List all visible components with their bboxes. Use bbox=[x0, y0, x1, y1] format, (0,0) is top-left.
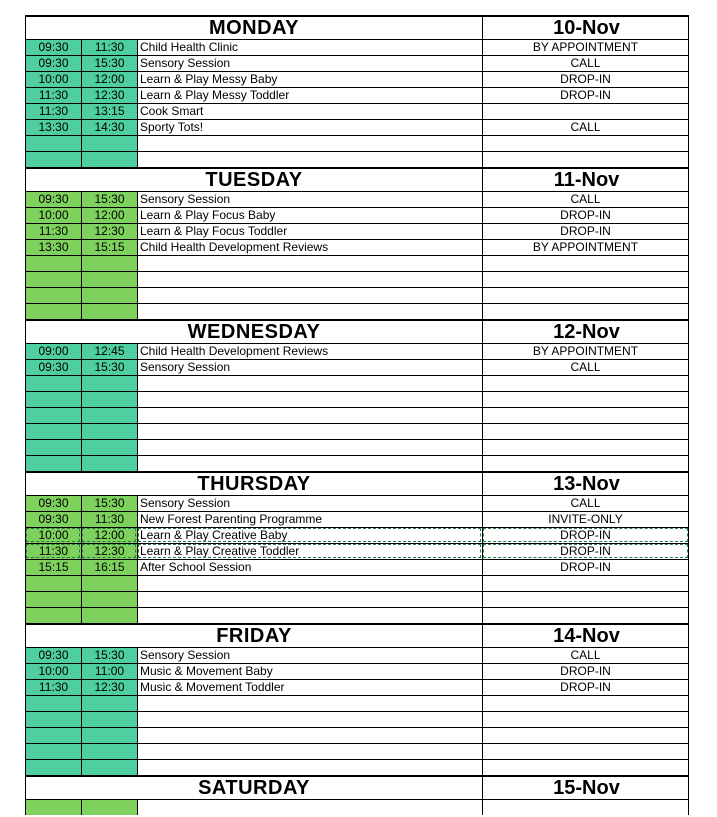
end-time-cell[interactable] bbox=[81, 711, 137, 727]
schedule-row bbox=[25, 119, 689, 135]
activity-cell[interactable] bbox=[137, 303, 482, 319]
activity-cell[interactable]: Sensory Session bbox=[137, 647, 482, 663]
status-cell[interactable]: BY APPOINTMENT bbox=[482, 343, 689, 359]
end-time-cell[interactable]: 12:30 bbox=[81, 87, 137, 103]
start-time-cell[interactable] bbox=[25, 727, 81, 743]
end-time-cell[interactable] bbox=[81, 591, 137, 607]
end-time-cell[interactable]: 14:30 bbox=[81, 119, 137, 135]
status-cell[interactable] bbox=[482, 607, 689, 623]
start-time-cell[interactable] bbox=[25, 135, 81, 151]
activity-cell[interactable] bbox=[137, 607, 482, 623]
status-cell[interactable] bbox=[482, 255, 689, 271]
status-cell[interactable]: CALL bbox=[482, 495, 689, 511]
status-cell[interactable] bbox=[482, 695, 689, 711]
start-time-cell[interactable] bbox=[25, 391, 81, 407]
start-time-cell[interactable]: 15:15 bbox=[25, 559, 81, 575]
activity-cell[interactable] bbox=[137, 727, 482, 743]
activity-cell[interactable] bbox=[137, 695, 482, 711]
status-cell[interactable] bbox=[482, 759, 689, 775]
activity-cell[interactable]: Learn & Play Messy Baby bbox=[137, 71, 482, 87]
status-cell[interactable] bbox=[482, 375, 689, 391]
status-cell[interactable] bbox=[482, 271, 689, 287]
schedule-row bbox=[25, 607, 689, 623]
schedule-row bbox=[25, 495, 689, 511]
end-time-cell[interactable]: 12:30 bbox=[81, 223, 137, 239]
schedule-row bbox=[25, 207, 689, 223]
schedule-row bbox=[25, 423, 689, 439]
start-time-cell[interactable] bbox=[25, 575, 81, 591]
status-cell[interactable]: DROP-IN bbox=[482, 223, 689, 239]
schedule-row bbox=[25, 359, 689, 375]
start-time-cell[interactable]: 11:30 bbox=[25, 223, 81, 239]
activity-cell[interactable] bbox=[137, 135, 482, 151]
day-header bbox=[25, 319, 689, 343]
activity-cell[interactable] bbox=[137, 287, 482, 303]
schedule-row bbox=[25, 543, 689, 559]
activity-cell[interactable]: Child Health Development Reviews bbox=[137, 343, 482, 359]
end-time-cell[interactable]: 11:00 bbox=[81, 663, 137, 679]
start-time-cell[interactable] bbox=[25, 607, 81, 623]
status-cell[interactable]: CALL bbox=[482, 647, 689, 663]
activity-cell[interactable] bbox=[137, 407, 482, 423]
status-cell[interactable]: DROP-IN bbox=[482, 543, 689, 559]
status-cell[interactable]: CALL bbox=[482, 191, 689, 207]
day-date[interactable]: 10-Nov bbox=[553, 17, 620, 39]
activity-cell[interactable]: Music & Movement Toddler bbox=[137, 679, 482, 695]
schedule-row bbox=[25, 647, 689, 663]
activity-cell[interactable] bbox=[137, 391, 482, 407]
start-time-cell[interactable]: 10:00 bbox=[25, 663, 81, 679]
status-cell[interactable] bbox=[482, 151, 689, 167]
activity-cell[interactable] bbox=[137, 759, 482, 775]
end-time-cell[interactable] bbox=[81, 455, 137, 471]
start-time-cell[interactable]: 10:00 bbox=[25, 207, 81, 223]
status-cell[interactable] bbox=[482, 455, 689, 471]
end-time-cell[interactable] bbox=[81, 695, 137, 711]
schedule-row bbox=[25, 135, 689, 151]
start-time-cell[interactable] bbox=[25, 439, 81, 455]
activity-cell[interactable]: Cook Smart bbox=[137, 103, 482, 119]
activity-cell[interactable]: Learn & Play Creative Baby bbox=[137, 527, 482, 543]
start-time-cell[interactable] bbox=[25, 407, 81, 423]
schedule-row bbox=[25, 711, 689, 727]
start-time-cell[interactable] bbox=[25, 287, 81, 303]
start-time-cell[interactable]: 09:30 bbox=[25, 39, 81, 55]
day-name[interactable]: THURSDAY bbox=[26, 473, 483, 495]
end-time-cell[interactable] bbox=[81, 271, 137, 287]
activity-cell[interactable] bbox=[137, 271, 482, 287]
end-time-cell[interactable] bbox=[81, 287, 137, 303]
status-cell[interactable] bbox=[482, 575, 689, 591]
status-cell[interactable]: DROP-IN bbox=[482, 527, 689, 543]
end-time-cell[interactable]: 12:00 bbox=[81, 207, 137, 223]
start-time-cell[interactable] bbox=[25, 695, 81, 711]
day-name[interactable]: TUESDAY bbox=[26, 169, 483, 191]
activity-cell[interactable]: Sensory Session bbox=[137, 55, 482, 71]
schedule-row bbox=[25, 663, 689, 679]
end-time-cell[interactable] bbox=[81, 439, 137, 455]
start-time-cell[interactable] bbox=[25, 743, 81, 759]
activity-cell[interactable] bbox=[137, 439, 482, 455]
day-name[interactable]: SATURDAY bbox=[26, 777, 483, 799]
schedule-row bbox=[25, 391, 689, 407]
activity-cell[interactable]: Learn & Play Focus Baby bbox=[137, 207, 482, 223]
schedule-row bbox=[25, 727, 689, 743]
status-cell[interactable] bbox=[482, 423, 689, 439]
activity-cell[interactable] bbox=[137, 151, 482, 167]
schedule-row bbox=[25, 87, 689, 103]
end-time-cell[interactable] bbox=[81, 135, 137, 151]
end-time-cell[interactable]: 11:30 bbox=[81, 39, 137, 55]
schedule-row bbox=[25, 343, 689, 359]
end-time-cell[interactable] bbox=[81, 759, 137, 775]
schedule-row bbox=[25, 559, 689, 575]
start-time-cell[interactable] bbox=[25, 711, 81, 727]
status-cell[interactable]: DROP-IN bbox=[482, 87, 689, 103]
schedule-row bbox=[25, 455, 689, 471]
schedule-row bbox=[25, 103, 689, 119]
schedule-row bbox=[25, 743, 689, 759]
schedule-row bbox=[25, 679, 689, 695]
status-cell[interactable]: INVITE-ONLY bbox=[482, 511, 689, 527]
schedule-row bbox=[25, 695, 689, 711]
activity-cell[interactable] bbox=[137, 799, 482, 815]
end-time-cell[interactable] bbox=[81, 391, 137, 407]
activity-cell[interactable]: Sensory Session bbox=[137, 359, 482, 375]
start-time-cell[interactable] bbox=[25, 375, 81, 391]
activity-cell[interactable]: Sporty Tots! bbox=[137, 119, 482, 135]
day-date[interactable]: 11-Nov bbox=[553, 169, 620, 191]
schedule-row bbox=[25, 527, 689, 543]
end-time-cell[interactable] bbox=[81, 375, 137, 391]
day-block-saturday bbox=[25, 775, 689, 815]
day-date[interactable]: 12-Nov bbox=[553, 321, 620, 343]
status-cell[interactable] bbox=[482, 799, 689, 815]
day-name[interactable]: MONDAY bbox=[26, 17, 483, 39]
end-time-cell[interactable]: 15:30 bbox=[81, 55, 137, 71]
status-cell[interactable] bbox=[482, 743, 689, 759]
end-time-cell[interactable] bbox=[81, 407, 137, 423]
end-time-cell[interactable]: 12:30 bbox=[81, 679, 137, 695]
end-time-cell[interactable]: 16:15 bbox=[81, 559, 137, 575]
day-date[interactable]: 15-Nov bbox=[553, 777, 620, 799]
day-block-tuesday bbox=[25, 167, 689, 319]
timetable-sheet bbox=[25, 15, 689, 815]
end-time-cell[interactable]: 15:30 bbox=[81, 495, 137, 511]
schedule-row bbox=[25, 375, 689, 391]
day-header bbox=[25, 167, 689, 191]
end-time-cell[interactable] bbox=[81, 607, 137, 623]
end-time-cell[interactable]: 12:00 bbox=[81, 527, 137, 543]
activity-cell[interactable] bbox=[137, 375, 482, 391]
day-block-friday bbox=[25, 623, 689, 775]
status-cell[interactable] bbox=[482, 407, 689, 423]
end-time-cell[interactable]: 15:30 bbox=[81, 359, 137, 375]
activity-cell[interactable]: Learn & Play Focus Toddler bbox=[137, 223, 482, 239]
status-cell[interactable] bbox=[482, 103, 689, 119]
start-time-cell[interactable]: 11:30 bbox=[25, 103, 81, 119]
start-time-cell[interactable] bbox=[25, 799, 81, 815]
activity-cell[interactable]: After School Session bbox=[137, 559, 482, 575]
start-time-cell[interactable]: 09:30 bbox=[25, 511, 81, 527]
status-cell[interactable]: DROP-IN bbox=[482, 71, 689, 87]
schedule-row bbox=[25, 287, 689, 303]
activity-cell[interactable] bbox=[137, 575, 482, 591]
day-date[interactable]: 13-Nov bbox=[553, 473, 620, 495]
status-cell[interactable] bbox=[482, 287, 689, 303]
start-time-cell[interactable]: 13:30 bbox=[25, 239, 81, 255]
end-time-cell[interactable]: 15:30 bbox=[81, 191, 137, 207]
activity-cell[interactable]: Child Health Development Reviews bbox=[137, 239, 482, 255]
start-time-cell[interactable] bbox=[25, 455, 81, 471]
schedule-row bbox=[25, 151, 689, 167]
end-time-cell[interactable] bbox=[81, 151, 137, 167]
day-block-monday bbox=[25, 15, 689, 167]
day-header bbox=[25, 15, 689, 39]
start-time-cell[interactable] bbox=[25, 151, 81, 167]
day-header bbox=[25, 623, 689, 647]
schedule-row bbox=[25, 759, 689, 775]
schedule-row bbox=[25, 71, 689, 87]
schedule-row bbox=[25, 439, 689, 455]
end-time-cell[interactable] bbox=[81, 255, 137, 271]
schedule-row bbox=[25, 239, 689, 255]
start-time-cell[interactable]: 09:00 bbox=[25, 343, 81, 359]
end-time-cell[interactable] bbox=[81, 743, 137, 759]
activity-cell[interactable] bbox=[137, 743, 482, 759]
day-block-wednesday bbox=[25, 319, 689, 471]
schedule-row bbox=[25, 591, 689, 607]
activity-cell[interactable]: Child Health Clinic bbox=[137, 39, 482, 55]
start-time-cell[interactable]: 09:30 bbox=[25, 647, 81, 663]
status-cell[interactable] bbox=[482, 591, 689, 607]
status-cell[interactable]: CALL bbox=[482, 55, 689, 71]
status-cell[interactable] bbox=[482, 391, 689, 407]
schedule-row bbox=[25, 191, 689, 207]
end-time-cell[interactable]: 15:30 bbox=[81, 647, 137, 663]
activity-cell[interactable] bbox=[137, 711, 482, 727]
schedule-row bbox=[25, 55, 689, 71]
end-time-cell[interactable] bbox=[81, 727, 137, 743]
status-cell[interactable] bbox=[482, 727, 689, 743]
start-time-cell[interactable]: 11:30 bbox=[25, 543, 81, 559]
start-time-cell[interactable]: 10:00 bbox=[25, 527, 81, 543]
status-cell[interactable]: DROP-IN bbox=[482, 663, 689, 679]
end-time-cell[interactable] bbox=[81, 799, 137, 815]
start-time-cell[interactable]: 09:30 bbox=[25, 359, 81, 375]
start-time-cell[interactable]: 11:30 bbox=[25, 679, 81, 695]
status-cell[interactable] bbox=[482, 303, 689, 319]
schedule-row bbox=[25, 271, 689, 287]
activity-cell[interactable]: Music & Movement Baby bbox=[137, 663, 482, 679]
end-time-cell[interactable] bbox=[81, 575, 137, 591]
end-time-cell[interactable]: 12:00 bbox=[81, 71, 137, 87]
activity-cell[interactable]: Sensory Session bbox=[137, 495, 482, 511]
status-cell[interactable]: DROP-IN bbox=[482, 679, 689, 695]
end-time-cell[interactable] bbox=[81, 303, 137, 319]
activity-cell[interactable]: Sensory Session bbox=[137, 191, 482, 207]
start-time-cell[interactable] bbox=[25, 255, 81, 271]
start-time-cell[interactable] bbox=[25, 303, 81, 319]
day-header bbox=[25, 775, 689, 799]
day-name[interactable]: WEDNESDAY bbox=[26, 321, 483, 343]
activity-cell[interactable]: New Forest Parenting Programme bbox=[137, 511, 482, 527]
end-time-cell[interactable]: 12:45 bbox=[81, 343, 137, 359]
status-cell[interactable]: DROP-IN bbox=[482, 559, 689, 575]
day-block-thursday bbox=[25, 471, 689, 623]
end-time-cell[interactable] bbox=[81, 423, 137, 439]
end-time-cell[interactable]: 15:15 bbox=[81, 239, 137, 255]
status-cell[interactable] bbox=[482, 439, 689, 455]
activity-cell[interactable] bbox=[137, 255, 482, 271]
start-time-cell[interactable]: 13:30 bbox=[25, 119, 81, 135]
status-cell[interactable]: DROP-IN bbox=[482, 207, 689, 223]
day-date[interactable]: 14-Nov bbox=[553, 625, 620, 647]
schedule-row bbox=[25, 39, 689, 55]
start-time-cell[interactable]: 10:00 bbox=[25, 71, 81, 87]
start-time-cell[interactable] bbox=[25, 271, 81, 287]
schedule-row bbox=[25, 575, 689, 591]
day-header bbox=[25, 471, 689, 495]
status-cell[interactable]: CALL bbox=[482, 119, 689, 135]
activity-cell[interactable] bbox=[137, 423, 482, 439]
end-time-cell[interactable]: 12:30 bbox=[81, 543, 137, 559]
schedule-row bbox=[25, 511, 689, 527]
status-cell[interactable]: BY APPOINTMENT bbox=[482, 239, 689, 255]
activity-cell[interactable] bbox=[137, 591, 482, 607]
activity-cell[interactable]: Learn & Play Creative Toddler bbox=[137, 543, 482, 559]
status-cell[interactable]: BY APPOINTMENT bbox=[482, 39, 689, 55]
activity-cell[interactable] bbox=[137, 455, 482, 471]
status-cell[interactable]: CALL bbox=[482, 359, 689, 375]
day-name[interactable]: FRIDAY bbox=[26, 625, 483, 647]
schedule-row bbox=[25, 255, 689, 271]
start-time-cell[interactable]: 11:30 bbox=[25, 87, 81, 103]
start-time-cell[interactable] bbox=[25, 423, 81, 439]
schedule-row bbox=[25, 223, 689, 239]
start-time-cell[interactable]: 09:30 bbox=[25, 495, 81, 511]
schedule-row bbox=[25, 799, 689, 815]
start-time-cell[interactable]: 09:30 bbox=[25, 55, 81, 71]
schedule-row bbox=[25, 303, 689, 319]
end-time-cell[interactable]: 11:30 bbox=[81, 511, 137, 527]
schedule-row bbox=[25, 407, 689, 423]
status-cell[interactable] bbox=[482, 135, 689, 151]
end-time-cell[interactable]: 13:15 bbox=[81, 103, 137, 119]
start-time-cell[interactable] bbox=[25, 759, 81, 775]
status-cell[interactable] bbox=[482, 711, 689, 727]
start-time-cell[interactable] bbox=[25, 591, 81, 607]
start-time-cell[interactable]: 09:30 bbox=[25, 191, 81, 207]
activity-cell[interactable]: Learn & Play Messy Toddler bbox=[137, 87, 482, 103]
